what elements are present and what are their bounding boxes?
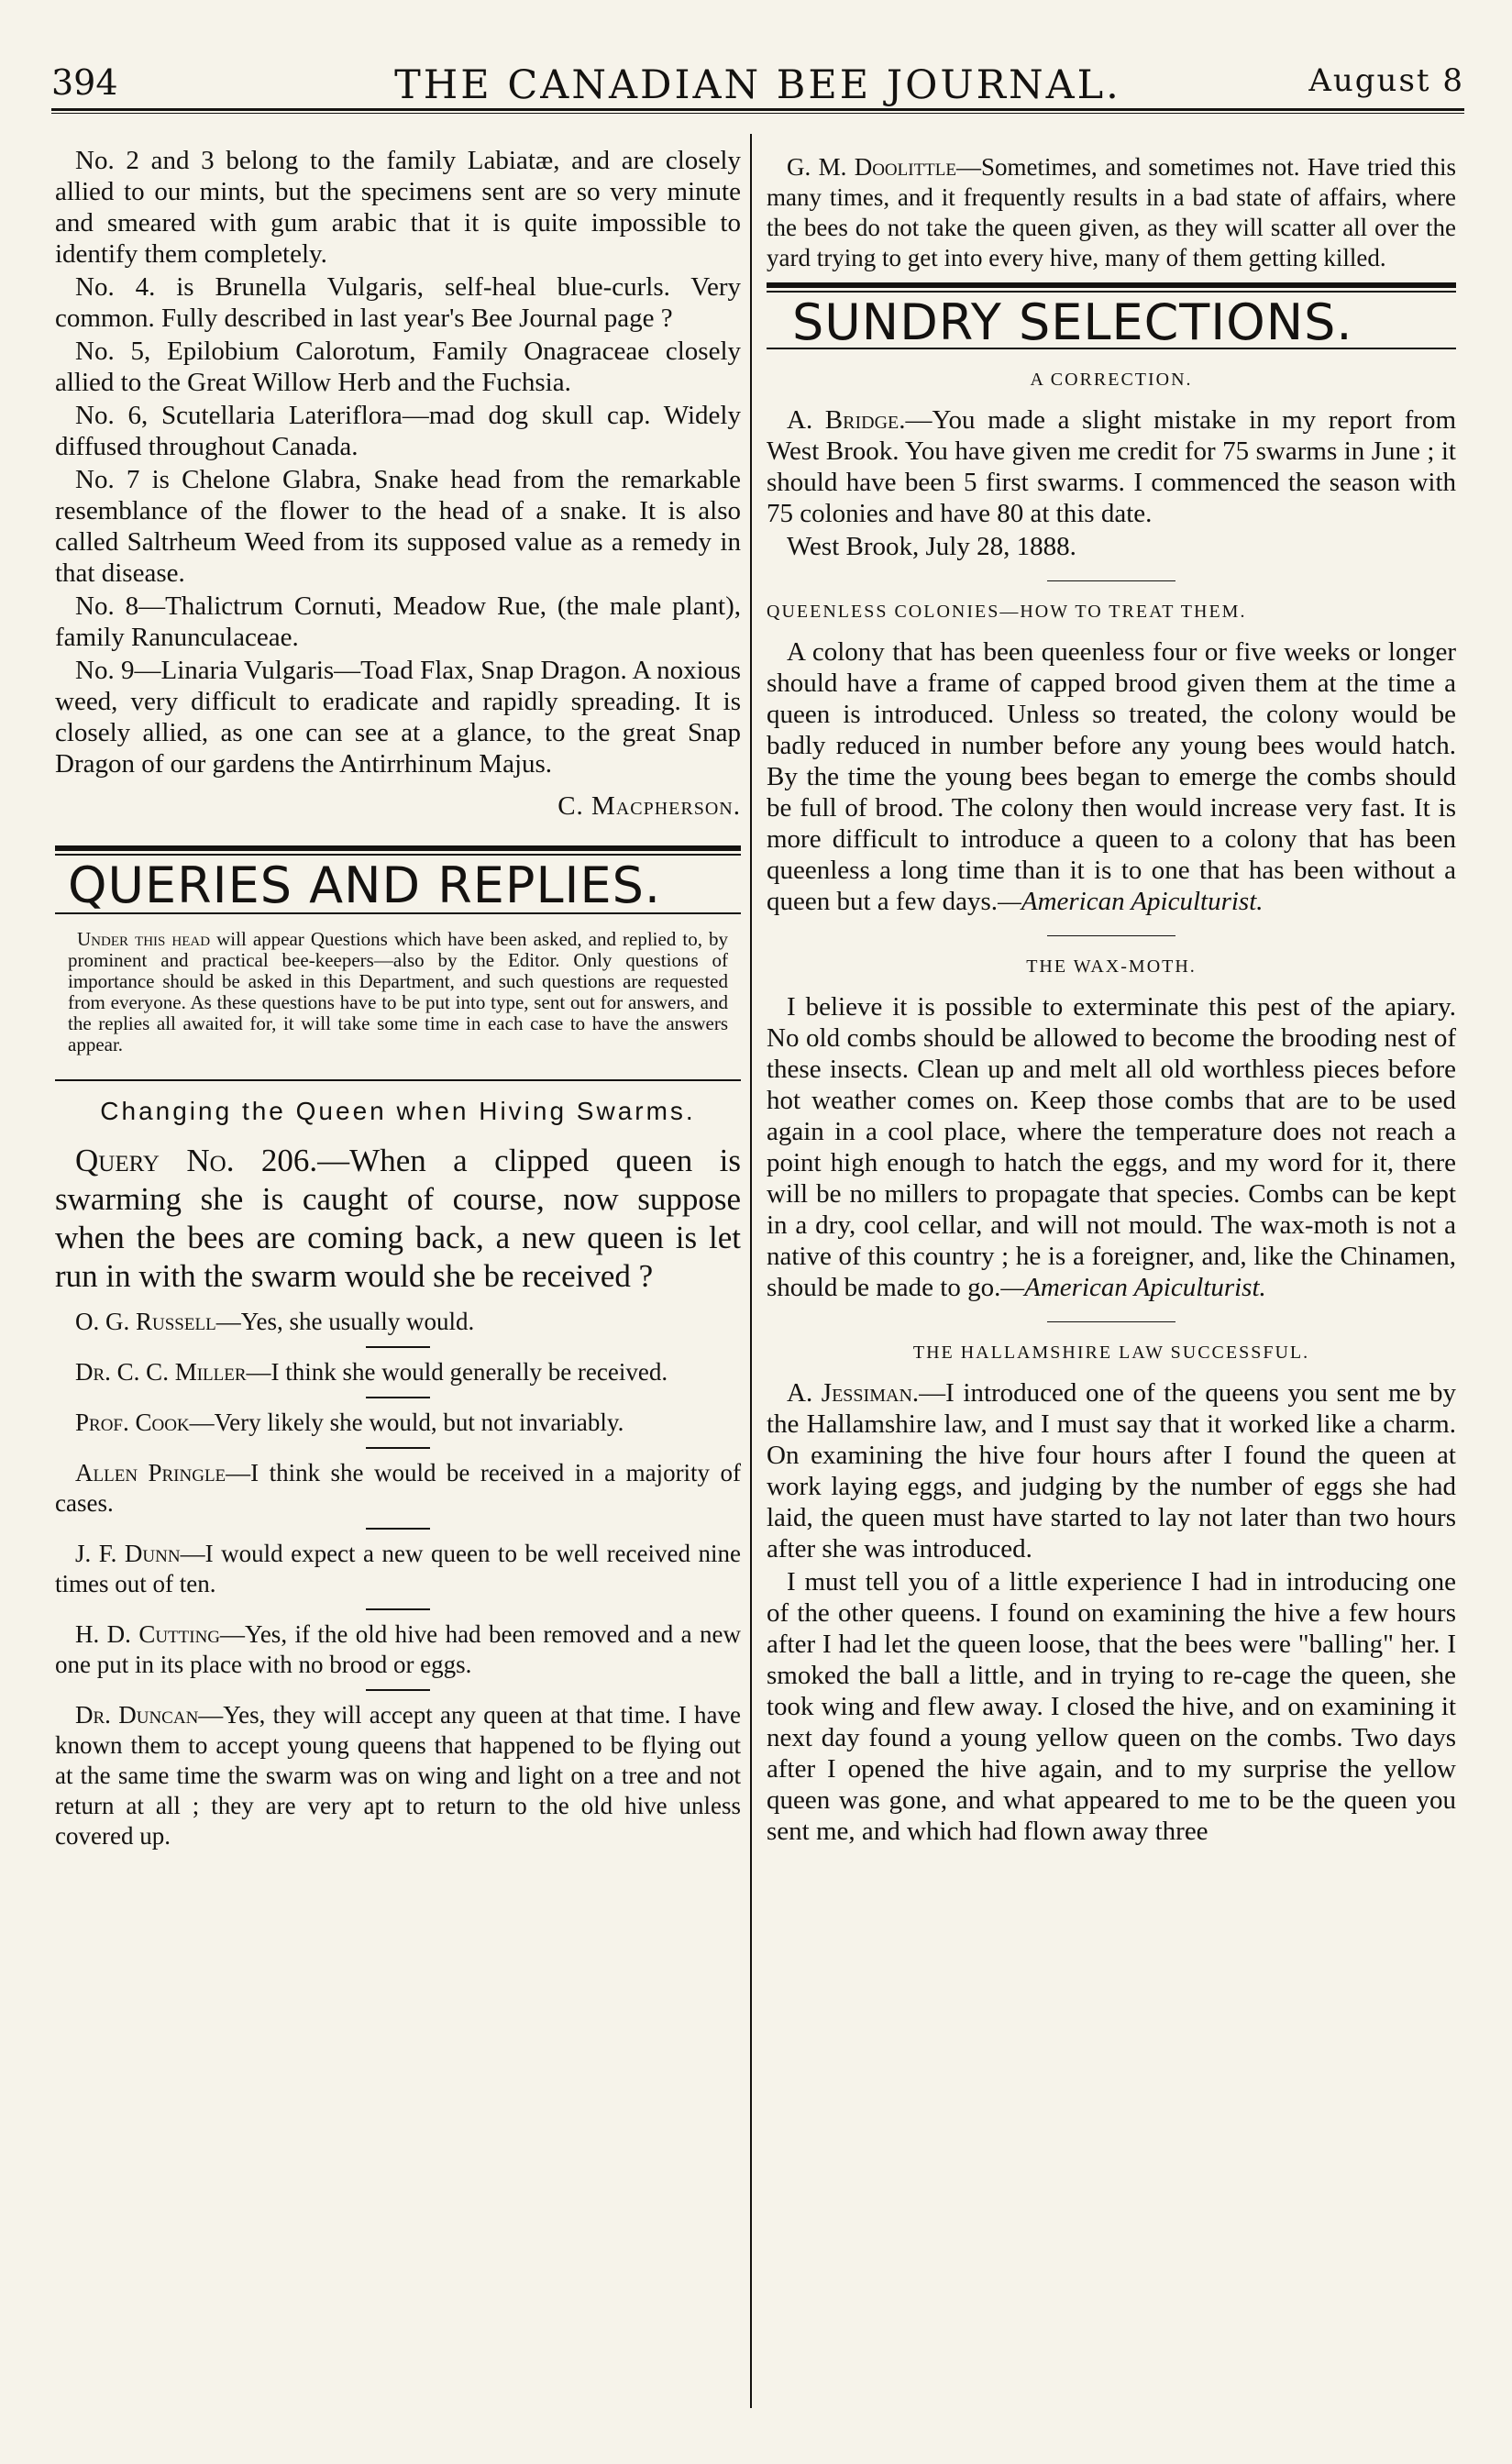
section-title-sundry: SUNDRY SELECTIONS.: [792, 293, 1353, 351]
article-heading: QUEENLESS COLONIES—HOW TO TREAT THEM.: [767, 602, 1247, 622]
article-separator: [1047, 1321, 1175, 1322]
reply-text: —Sometimes, and sometimes not. Have tried this many times, and it frequently results in a bad state of affairs, where the bees do not take the queen given, as they will scatter all over the yard trying to get into every hive, many of them getting killed.: [767, 153, 1456, 271]
plant-note: No. 7 is Chelone Glabra, Snake head from the remarkable resemblance of the flower to the head of a snake. It is also called Saltrheum Weed from its supposed value as a remedy in that disease.: [55, 465, 741, 588]
article-paragraph: [767, 636, 1456, 917]
reply-author: J. F. Dunn: [75, 1540, 181, 1567]
plant-note: No. 8—Thalictrum Cornuti, Meadow Rue, (the male plant), family Ranunculaceae.: [55, 591, 741, 652]
plant-note: No. 6, Scutellaria Lateriflora—mad dog skull cap. Widely diffused throughout Canada.: [55, 401, 741, 461]
reply: [55, 1307, 741, 1337]
reply-separator: [366, 1689, 430, 1691]
article-source: —American Apiculturist.: [998, 887, 1264, 916]
reply-text: —Very likely she would, but not invariably.: [189, 1409, 624, 1436]
section-title-queries: QUERIES AND REPLIES.: [68, 856, 662, 914]
journal-title: THE CANADIAN BEE JOURNAL.: [394, 62, 1121, 108]
article-paragraph: [767, 991, 1456, 1303]
section-rule: [55, 854, 741, 856]
reply-separator: [366, 1447, 430, 1449]
plant-note: No. 9—Linaria Vulgaris—Toad Flax, Snap Dragon. A noxious weed, very difficult to eradicate and rapidly spreading. It is closely allied, as one can see at a glance, to the great Snap Dragon of our gardens the Antirrhinum Majus.: [55, 656, 741, 779]
reply-author: Dr. C. C. Miller: [75, 1358, 247, 1386]
query-heading: Changing the Queen when Hiving Swarms.: [100, 1097, 696, 1125]
article-paragraph: [767, 404, 1456, 529]
notice-lead: Under this head: [77, 928, 211, 950]
article-text: I believe it is possible to exterminate this pest of the apiary. No old combs should be allowed to become the brooding nest of these insects. Clean up and melt all old worthless pieces before hot weather comes on. Keep those combs that are to be used again in a cool place, where the temperature does not reach a point high enough to hatch the eggs, and my word for it, there will be no millers to propagate that species. Combs can be kept in a dry, cool cellar, and will not mould. The wax-moth is not a native of this country ; he is a foreigner, and, like the Chinamen, should be made to go.: [767, 992, 1456, 1302]
reply-text: —I would expect a new queen to be well received nine times out of ten.: [55, 1540, 741, 1597]
section-rule: [767, 291, 1456, 293]
article-paragraph: [767, 1377, 1456, 1564]
queries-notice: [68, 929, 728, 1055]
reply-author: G. M. Doolittle: [787, 153, 956, 181]
right-column: [767, 145, 1456, 1849]
reply-separator: [366, 1608, 430, 1610]
article-separator: [1047, 935, 1175, 936]
section-rule: [55, 845, 741, 851]
article-separator: [1047, 580, 1175, 581]
plant-note: No. 4. is Brunella Vulgaris, self-heal blue-curls. Very common. Fully described in last year's Bee Journal page ?: [55, 272, 741, 333]
reply-author: Prof. Cook: [75, 1409, 190, 1436]
reply-author: O. G. Russell: [75, 1308, 216, 1335]
reply-author: Allen Pringle: [75, 1459, 226, 1486]
plant-note: No. 5, Epilobium Calorotum, Family Onagraceae closely allied to the Great Willow Herb and the Fuchsia.: [55, 337, 741, 397]
reply-text: —I think she would generally be received.: [246, 1358, 668, 1386]
section-rule: [767, 282, 1456, 288]
article-paragraph: I must tell you of a little experience I had in introducing one of the other queens. I found on examining the hive a few hours after I had let the queen loose, that the bees were "balling" her. I smoked the ball a little, and in trying to re-cage the queen, she took wing and flew away. I closed the hive, and on examining it next day found a young yellow queen on the combs. Two days after I opened the hive again, and to my surprise the yellow queen was gone, and what appeared to me to be the queen you sent me, and which had flown away three: [767, 1567, 1456, 1846]
article-heading: THE WAX-MOTH.: [1026, 956, 1197, 977]
reply-text: —Yes, if the old hive had been removed and a new one put in its place with no brood or eggs.: [55, 1620, 741, 1678]
column-divider: [750, 134, 752, 2408]
left-column: [55, 145, 741, 1859]
reply-text: —Yes, they will accept any queen at that time. I have known them to accept young queens that happened to be flying out at the same time the swarm was on wing and light on a tree and not return at all ; they are very apt to return to the old hive unless covered up.: [55, 1701, 741, 1850]
reply: [55, 1458, 741, 1519]
author-signature: C. Macpherson.: [557, 791, 741, 821]
article-text: A colony that has been queenless four or five weeks or longer should have a frame of capped brood given them at the time a queen is introduced. Unless so treated, the colony would be badly reduced in number before any young bees would hatch. By the time the young bees began to emerge the combs should be full of brood. The colony then would increase very fast. It is more difficult to introduce a queen to a colony that has been queenless a long time than it is to one that has been without a queen but a few days.: [767, 637, 1456, 916]
reply-author: Dr. Duncan: [75, 1701, 199, 1729]
header-rule: [51, 108, 1464, 114]
issue-date: August 8: [1308, 62, 1464, 99]
article-author: A. Jessiman: [787, 1378, 912, 1408]
reply: [767, 152, 1456, 273]
reply-separator: [366, 1528, 430, 1530]
article-source: —American Apiculturist.: [1000, 1273, 1266, 1302]
article-text: .—I introduced one of the queens you sent me by the Hallamshire law, and I must say that it worked like a charm. On examining the hive four hours after I found the queen at work laying eggs, and judging by the number of eggs she had laid, the queen must have started to lay not later than two hours after she was introduced.: [767, 1378, 1456, 1563]
reply-separator: [366, 1346, 430, 1348]
query-text: [55, 1142, 741, 1296]
query-body: —When a clipped queen is swarming she is caught of course, now suppose when the bees are coming back, a new queen is let run in with the swarm would she be received ?: [55, 1143, 741, 1294]
reply: [55, 1700, 741, 1851]
article-author: A. Bridge: [787, 405, 899, 435]
article-heading: THE HALLAMSHIRE LAW SUCCESSFUL.: [912, 1342, 1310, 1363]
notice-text: will appear Questions which have been asked, and replied to, by prominent and practical bee-keepers—also by the Editor. Only questions of importance should be asked in this Department, and such questions are requested from everyone. As these questions have to be put into type, sent out for answers, and the replies all awaited for, it will take some time in each case to have the answers appear.: [68, 928, 728, 1055]
section-rule: [55, 1079, 741, 1081]
reply-author: H. D. Cutting: [75, 1620, 221, 1648]
plant-note: No. 2 and 3 belong to the family Labiatæ, and are closely allied to our mints, but the specimens sent are so very minute and smeared with gum arabic that it is quite impossible to identify them completely.: [55, 146, 741, 269]
reply-separator: [366, 1397, 430, 1398]
reply-text: —Yes, she usually would.: [215, 1308, 475, 1335]
article-text: .—You made a slight mistake in my report from West Brook. You have given me credit for 75 swarms in June ; it should have been 5 first swarms. I commenced the season with 75 colonies and have 80 at this date.: [767, 405, 1457, 528]
reply: [55, 1408, 741, 1438]
article-heading: A CORRECTION.: [1030, 370, 1193, 390]
query-label: Query No. 206.: [75, 1143, 318, 1178]
reply: [55, 1619, 741, 1680]
reply: [55, 1539, 741, 1599]
page-number: 394: [51, 62, 118, 103]
reply: [55, 1357, 741, 1387]
reply-text: —I think she would be received in a majority of cases.: [55, 1459, 741, 1517]
article-dateline: West Brook, July 28, 1888.: [787, 532, 1076, 561]
